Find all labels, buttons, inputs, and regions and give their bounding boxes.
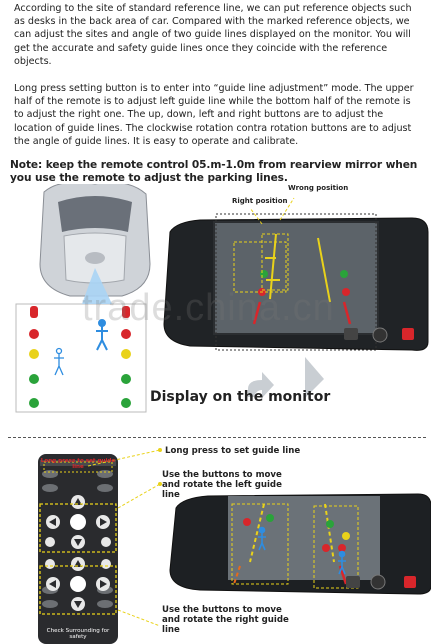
mirror-button-2 — [346, 576, 360, 588]
instructions-paragraph: Long press setting button is to enter into “guide line adjustment” mode. The upper half of the remote is to adjust left guide line while the bottom half of the remote is to adjust the right one. The up, down, left and right buttons are to adjust the location of guide lines. The clockwise rotation contra rotation buttons are to adjust the angle of guide lines. It is easy to operate and calibrate. — [14, 83, 414, 147]
mirror-indicator — [402, 328, 414, 340]
remote-bottom-caption: Check Surrounding for safety — [46, 628, 110, 640]
wrong-position-label: Wrong position — [288, 184, 349, 192]
distance-note: Note: keep the remote control 05.m-1.0m from rearview mirror when you use the remote to adjust the parking lines. — [10, 159, 418, 184]
mirror-indicator-2 — [404, 576, 416, 588]
long-press-callout: Long press to set guide line — [165, 446, 301, 456]
right-position-label: Right position — [232, 197, 288, 205]
watermark: trade.china.cn — [82, 287, 335, 329]
remote-top-caption: Long press to set guide line — [40, 458, 116, 470]
move-right-callout: Use the buttons to move and rotate the right guide line — [162, 605, 289, 635]
intro-paragraph: According to the site of standard reference line, we can put reference objects such as desks in the back area of car. Compared with the marked reference objects, we can adjust the sites and angle of two guide lines displayed on the monitor. You will get the accurate and safety guide lines once they coincide with the reference objects. — [14, 3, 412, 67]
mirror-screen-2 — [228, 496, 380, 580]
move-left-callout: Use the buttons to move and rotate the left guide line — [162, 470, 282, 500]
mirror-button — [344, 328, 358, 340]
section-divider — [8, 437, 426, 438]
power-button-2 — [371, 575, 385, 589]
power-button — [373, 328, 387, 342]
display-on-monitor-label: Display on the monitor — [150, 389, 331, 405]
